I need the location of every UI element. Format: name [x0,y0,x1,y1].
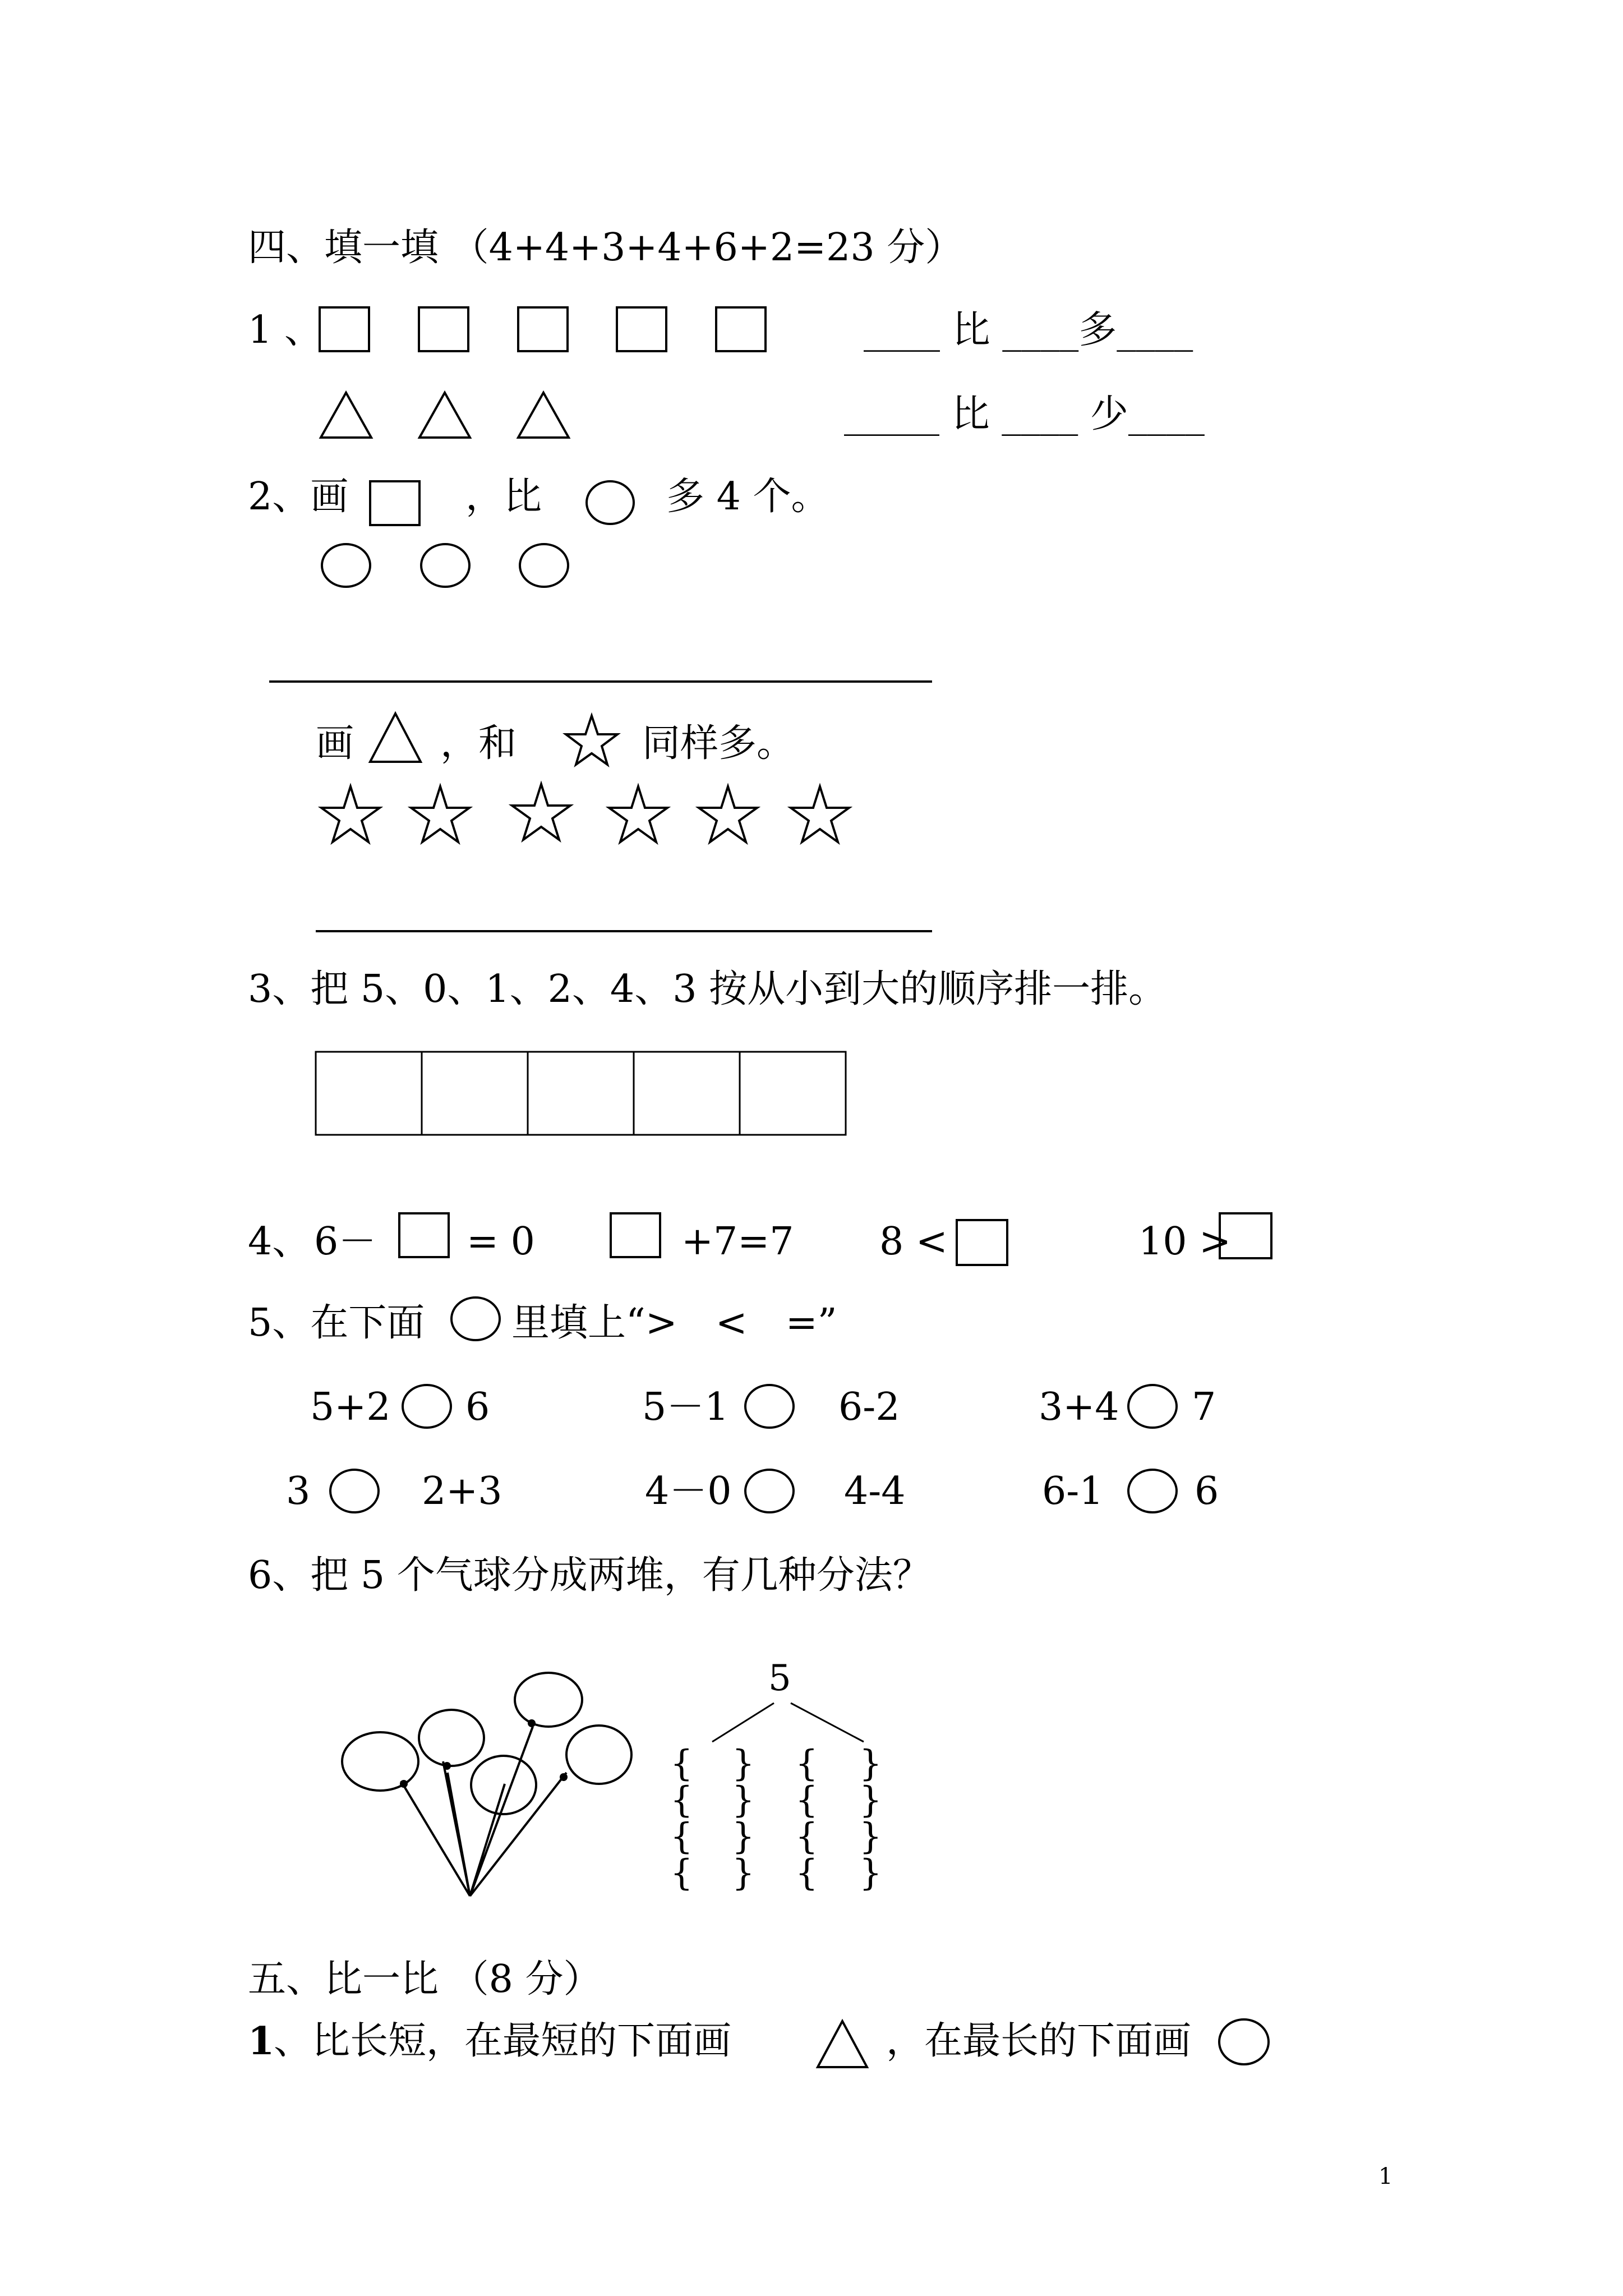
circle-icon [421,544,469,587]
svg-text:}: } [732,1779,755,1821]
circle-icon [1128,1385,1177,1428]
square-icon [957,1220,1007,1265]
triangle-icon [818,2021,867,2067]
q5-r1-c3-left: 3+4 [1039,1385,1119,1429]
q2-line2-suffix: 同样多。 [642,721,795,766]
q5-r2-c1-left: 3 [286,1469,311,1513]
q5-prefix: 5、在下面 [248,1301,425,1345]
square-icon [320,307,369,351]
svg-text:}: } [732,1816,755,1857]
q2-circles [322,544,568,587]
circle-icon [451,1297,500,1340]
star-icon [699,786,757,842]
q5-suffix: 里填上“> < =” [511,1301,837,1345]
svg-text:{: { [670,1779,693,1821]
triangle-icon [321,393,371,438]
q1-number: 1 、 [248,308,322,352]
q4-number: 4、 [248,1220,311,1264]
section-5-q1-prefix: 、比长短，在最短的下面画 [274,2019,732,2063]
square-icon [716,307,766,351]
star-icon [512,784,570,840]
q5-r1-c2-left: 5－1 [642,1385,729,1429]
q1-squares [320,307,766,351]
q2-stars [321,784,849,842]
q4-eq1-b: = 0 [467,1220,535,1264]
circle-icon [1128,1470,1177,1512]
q5-r2-c2-left: 4－0 [645,1469,732,1513]
triangle-icon [370,714,421,762]
circle-icon [587,481,634,524]
section-5-heading: 五、比一比 （8 分） [248,1957,602,2001]
page-number: 1 [1378,2164,1393,2189]
q4-eq3: 8 < [879,1220,948,1264]
section-5-q1-number: 1 [248,2019,275,2064]
q5-r1-c3-right: 7 [1192,1385,1216,1429]
svg-text:}: } [859,1816,882,1857]
circle-icon [520,544,568,587]
q5-r1-c1-right: 6 [465,1385,490,1429]
circle-icon [330,1470,379,1512]
q2-line1-suffix: 多 4 个。 [666,475,829,519]
svg-text:{: { [795,1779,818,1821]
triangle-icon [518,393,569,438]
number-tree [670,1703,882,1894]
q2-line1-mid: ，比 [465,475,542,519]
circle-icon [745,1470,794,1512]
section-5-q1-suffix: ，在最长的下面画 [886,2019,1192,2063]
q5-r1-c2-right: 6-2 [838,1385,900,1429]
star-icon [791,786,849,842]
star-icon [609,786,667,842]
q6-text: 6、把 5 个气球分成两堆，有几种分法？ [248,1553,931,1598]
q3-answer-boxes [316,1052,846,1135]
circle-icon [745,1385,794,1428]
svg-text:{: { [670,1816,693,1857]
q4-eq4: 10 > [1138,1220,1232,1264]
circle-icon [322,544,370,587]
svg-text:{: { [670,1852,693,1894]
q5-r2-c3-right: 6 [1195,1469,1219,1513]
square-icon [611,1213,660,1257]
q3-text: 3、把 5、0、1、2、4、3 按从小到大的顺序排一排。 [248,967,1167,1011]
triangle-icon [419,393,470,438]
tree-brackets [670,1743,882,1894]
svg-text:}: } [859,1743,882,1784]
star-icon [566,716,617,765]
q1-row2-blanks: _____ 比 ____ 少____ [844,392,1205,436]
q5-r2-c1-right: 2+3 [422,1469,502,1513]
q2-line1-prefix: 2、画 [248,475,349,519]
q5-r2-c2-right: 4-4 [844,1469,906,1513]
balloons-picture [342,1673,631,1896]
circle-icon [1219,2019,1269,2064]
square-icon [419,307,468,351]
square-icon [518,307,568,351]
svg-text:}: } [859,1852,882,1894]
circle-icon [403,1385,451,1428]
svg-text:}: } [859,1779,882,1821]
q2-line2-mid: ，和 [440,721,517,766]
q1-triangles [321,393,569,438]
q2-line2-prefix: 画 [316,721,354,766]
square-icon [370,481,419,525]
q1-row1-blanks: ____ 比 ____多____ [864,308,1193,352]
svg-text:{: { [670,1743,693,1784]
svg-text:{: { [795,1816,818,1857]
star-icon [411,786,469,842]
square-icon [617,307,666,351]
q5-r2-c3-left: 6-1 [1042,1469,1104,1513]
svg-text:{: { [795,1852,818,1894]
tree-top-number: 5 [768,1658,791,1699]
star-icon [321,786,380,842]
square-icon [399,1213,449,1257]
section-4-heading: 四、填一填 （4+4+3+4+6+2=23 分） [248,226,963,270]
svg-text:}: } [732,1743,755,1784]
q5-r1-c1-left: 5+2 [310,1385,391,1429]
svg-text:{: { [795,1743,818,1784]
svg-text:}: } [732,1852,755,1894]
q4-eq2: +7=7 [681,1220,794,1264]
q4-eq1-a: 6－ [314,1220,377,1264]
